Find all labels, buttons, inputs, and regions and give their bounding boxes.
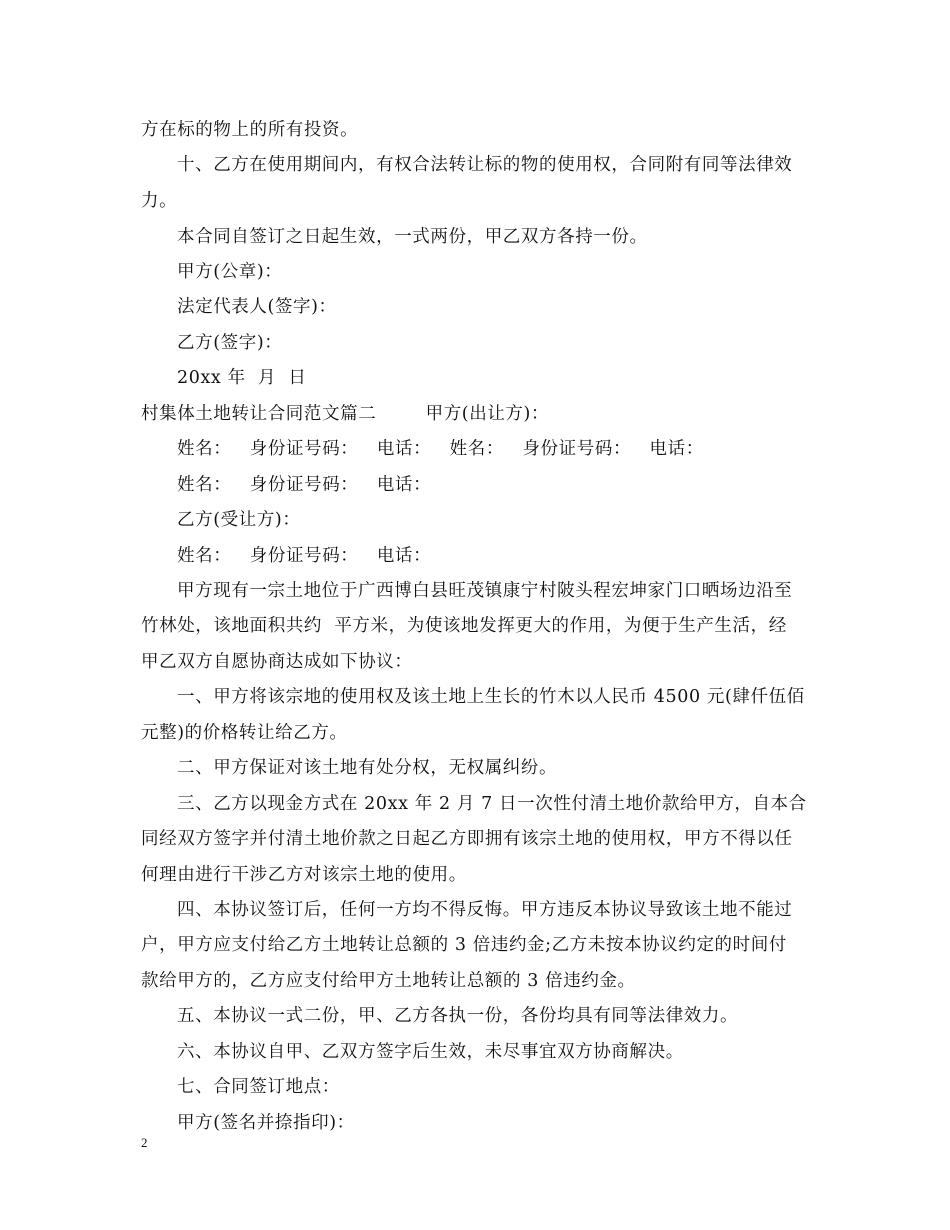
clause-6: 六、本协议自甲、乙双方签字后生效，未尽事宜双方协商解决。 (177, 1042, 684, 1062)
clause-3: 三、乙方以现金方式在 20xx 年 2 月 7 日一次性付清土地价款给甲方，自本合 (177, 794, 807, 814)
text-line: 元整)的价格转让给乙方。 (141, 723, 348, 743)
clause-1: 一、甲方将该宗地的使用权及该土地上生长的竹木以人民币 4500 元(肆仟伍佰 (177, 687, 805, 707)
date-line: 20xx 年 月 日 (177, 368, 307, 388)
party-b-heading: 乙方(受让方)： (177, 510, 301, 530)
party-a-seal-line: 甲方(公章)： (177, 262, 283, 282)
text-line: 竹林处，该地面积共约 平方米，为使该地发挥更大的作用，为便于生产生活，经 (141, 616, 787, 636)
text-line: 户，甲方应支付给乙方土地转让总额的 3 倍违约金;乙方未按本协议约定的时间付 (141, 935, 787, 955)
clause-4: 四、本协议签订后，任何一方均不得反悔。甲方违反本协议导致该土地不能过 (177, 900, 793, 920)
clause-7: 七、合同签订地点： (177, 1077, 340, 1097)
party-a-info-line: 姓名： 身份证号码： 电话： 姓名： 身份证号码： 电话： (177, 439, 704, 459)
text-line: 款给甲方的，乙方应支付给甲方土地转让总额的 3 倍违约金。 (141, 971, 636, 991)
party-b-signature-line: 乙方(签字)： (177, 333, 283, 353)
text-line: 同经双方签字并付清土地价款之日起乙方即拥有该宗土地的使用权，甲方不得以任 (141, 829, 793, 849)
party-a-signature-line: 甲方(签名并捺指印)： (177, 1113, 355, 1133)
clause-2: 二、甲方保证对该土地有处分权，无权属纠纷。 (177, 758, 558, 778)
clause-5: 五、本协议一式二份，甲、乙方各执一份，各份均具有同等法律效力。 (177, 1006, 739, 1026)
page-number: 2 (141, 1135, 148, 1150)
text-line: 甲乙双方自愿协商达成如下协议： (141, 652, 413, 672)
clause-10: 十、乙方在使用期间内，有权合法转让标的物的使用权，合同附有同等法律效 (177, 155, 793, 175)
legal-rep-signature-line: 法定代表人(签字)： (177, 297, 337, 317)
text-line: 何理由进行干涉乙方对该宗土地的使用。 (141, 865, 467, 885)
text-line: 方在标的物上的所有投资。 (141, 120, 359, 140)
party-a-info-line: 姓名： 身份证号码： 电话： (177, 475, 432, 495)
text-line: 甲方现有一宗土地位于广西博白县旺茂镇康宁村陂头程宏坤家门口晒场边沿至 (177, 581, 793, 601)
text-line: 力。 (141, 191, 178, 211)
party-b-info-line: 姓名： 身份证号码： 电话： (177, 546, 432, 566)
effective-clause: 本合同自签订之日起生效，一式两份，甲乙双方各持一份。 (177, 227, 648, 247)
section-title: 村集体土地转让合同范文篇二 甲方(出让方)： (141, 404, 550, 424)
